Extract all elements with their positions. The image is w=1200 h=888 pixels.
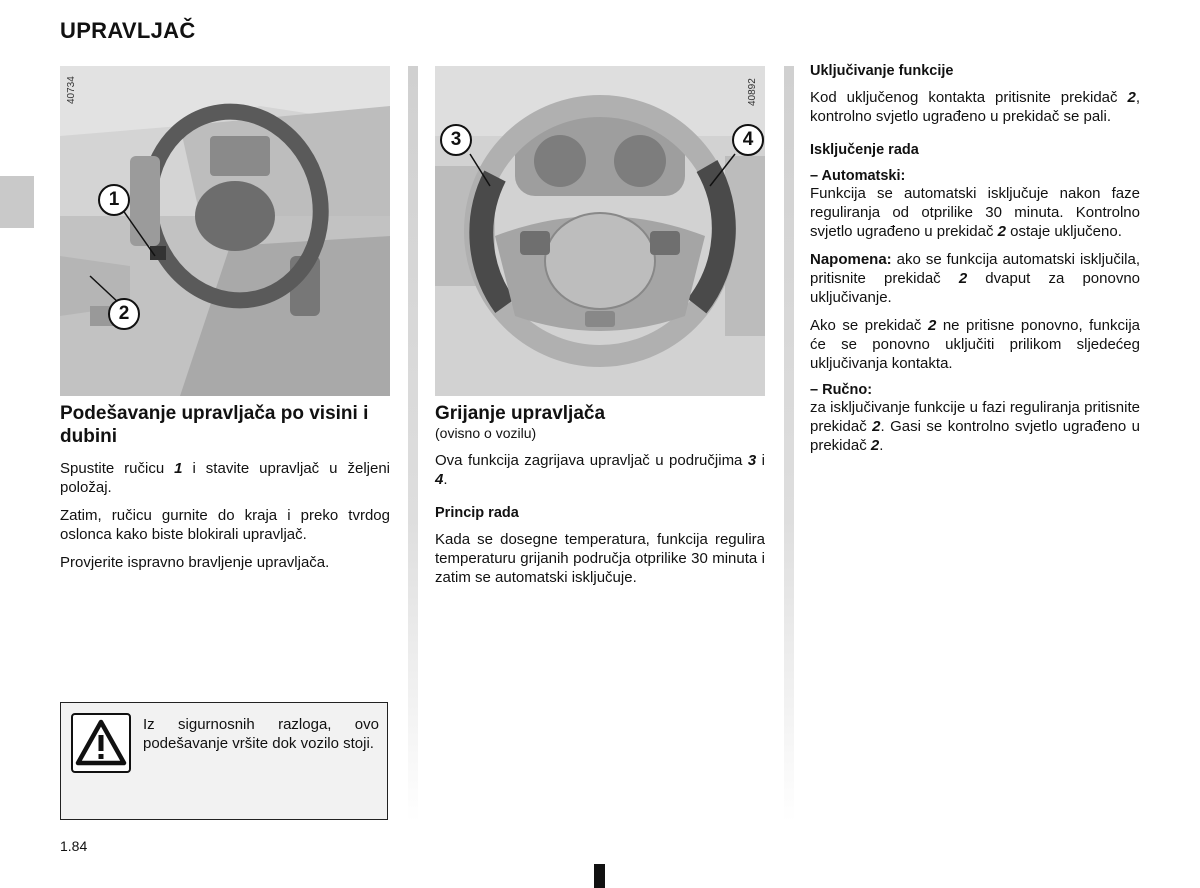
- paragraph: [60, 459, 390, 497]
- steering-adjust-figure: [60, 66, 390, 396]
- text: , kontrolno svjetlo ugrađeno u prekidač se pali.: [810, 89, 1140, 125]
- subsection-heading: Isključenje rada: [810, 142, 919, 158]
- callout-2: 2: [108, 298, 140, 330]
- column-3-text: [810, 63, 1140, 455]
- text: . Gasi se kontrolno svjetlo ugrađeno u prekidač: [810, 418, 1140, 454]
- column-separator: [408, 66, 418, 822]
- column-separator: [784, 66, 794, 822]
- paragraph: [435, 451, 765, 489]
- reference-number: 2: [927, 317, 937, 334]
- text: Funkcija se automatski isključuje nakon faze reguliranja od otprilike 30 minuta. Kontrolno svjetlo ugrađeno u prekidač: [810, 185, 1140, 240]
- text: ostaje uključeno.: [1005, 223, 1122, 240]
- figure-id: 40734: [66, 76, 77, 104]
- paragraph: [810, 398, 1140, 455]
- paragraph: [810, 88, 1140, 126]
- reference-number: 2: [872, 418, 881, 435]
- text: .: [443, 471, 448, 488]
- column-1-text: [60, 402, 390, 572]
- text: za isključivanje funkcije u fazi reguliranja pritisnite prekidač: [810, 399, 1140, 435]
- subsection-heading: Uključivanje funkcije: [810, 63, 954, 79]
- reference-number: 1: [174, 460, 183, 477]
- callout-4: 4: [732, 124, 764, 156]
- reference-number: 2: [997, 223, 1006, 240]
- text: dvaput za ponovno uključivanje.: [810, 270, 1141, 306]
- text: ne pritisne ponovno, funkcija će se ponovno uključiti prilikom sljedećeg uključivanja kontakta.: [810, 317, 1140, 372]
- page-title: UPRAVLJAČ: [60, 18, 196, 43]
- text: i: [756, 452, 765, 469]
- text: Ova funkcija zagrijava upravljač u područjima: [435, 452, 748, 469]
- text: ako se funkcija automatski isključila, pritisnite prekidač: [810, 251, 1140, 287]
- text: Kod uključenog kontakta pritisnite prekidač: [810, 89, 1128, 106]
- page-marker: [594, 864, 605, 888]
- reference-number: 3: [747, 452, 757, 469]
- section-heading: Grijanje upravljača: [435, 403, 606, 424]
- section-tab: [0, 176, 34, 228]
- callout-1: 1: [98, 184, 130, 216]
- paragraph: [810, 184, 1140, 241]
- car-interior-illustration: [60, 66, 390, 396]
- section-heading: Podešavanje upravljača po visini i dubini: [60, 403, 369, 447]
- paragraph: [810, 316, 1140, 373]
- reference-number: 2: [870, 437, 880, 454]
- mode-label: – Ručno:: [810, 382, 873, 398]
- figure-id: 40892: [747, 78, 758, 106]
- column-2-text: [435, 402, 765, 587]
- mode-label: – Automatski:: [810, 168, 906, 184]
- warning-text: Iz sigurnosnih razloga, ovo podešavanje vršite dok vozilo stoji.: [143, 716, 379, 752]
- heated-steering-figure: [435, 66, 765, 396]
- text: Spustite ručicu: [60, 460, 175, 477]
- reference-number: 2: [958, 270, 968, 287]
- callout-3: 3: [440, 124, 472, 156]
- reference-number: 4: [435, 471, 444, 488]
- text: .: [879, 437, 884, 454]
- paragraph: Provjerite ispravno bravljenje upravljača.: [60, 554, 330, 571]
- subsection-heading: Princip rada: [435, 505, 519, 521]
- paragraph: Zatim, ručicu gurnite do kraja i preko tvrdog oslonca kako biste blokirali upravljač.: [60, 507, 390, 543]
- page-number: 1.84: [60, 838, 88, 854]
- note-label: Napomena:: [810, 251, 892, 268]
- text: Ako se prekidač: [810, 317, 928, 334]
- note-paragraph: [810, 250, 1140, 307]
- paragraph: Kada se dosegne temperatura, funkcija regulira temperaturu grijanih područja otprilike 30 minuta i zatim se automatski isključuje.: [435, 531, 765, 586]
- safety-warning-box: [60, 702, 388, 820]
- steering-wheel-illustration: [435, 66, 765, 396]
- reference-number: 2: [1127, 89, 1136, 106]
- section-subheading: (ovisno o vozilu): [435, 425, 537, 441]
- text: i stavite upravljač u željeni položaj.: [60, 460, 390, 496]
- warning-triangle-icon: [71, 713, 131, 773]
